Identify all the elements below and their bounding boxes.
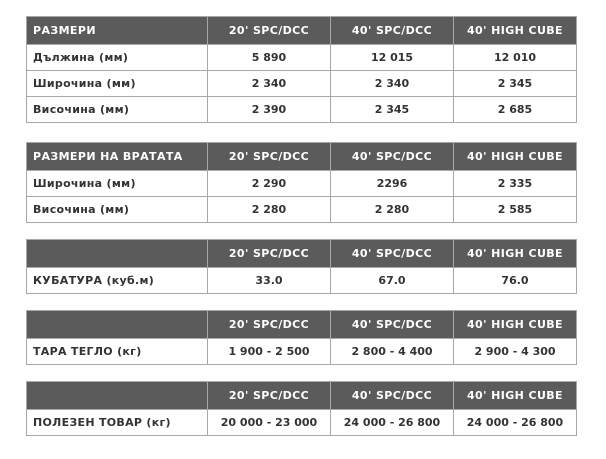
header-cell: 40' SPC/DCC <box>331 143 454 171</box>
cell-value: 1 900 - 2 500 <box>208 339 331 365</box>
table-row <box>27 410 577 436</box>
header-cell: 20' SPC/DCC <box>208 240 331 268</box>
header-cell: 20' SPC/DCC <box>208 311 331 339</box>
header-cell: РАЗМЕРИ <box>27 17 208 45</box>
cell-value: 20 000 - 23 000 <box>208 410 331 436</box>
table-row <box>27 197 577 223</box>
cell-value: 2 280 <box>208 197 331 223</box>
table-row <box>27 45 577 71</box>
dimensions-table <box>26 16 577 123</box>
cell-value: 2 340 <box>331 71 454 97</box>
cell-value: 2 800 - 4 400 <box>331 339 454 365</box>
row-label: Широчина (мм) <box>27 171 208 197</box>
header-cell: 40' SPC/DCC <box>331 17 454 45</box>
table-header-row <box>27 382 577 410</box>
table-header-row <box>27 143 577 171</box>
header-cell: 20' SPC/DCC <box>208 17 331 45</box>
table-header-row <box>27 240 577 268</box>
header-cell: 40' SPC/DCC <box>331 382 454 410</box>
cell-value: 2 345 <box>331 97 454 123</box>
cell-value: 12 015 <box>331 45 454 71</box>
cell-value: 24 000 - 26 800 <box>454 410 577 436</box>
cell-value: 2 390 <box>208 97 331 123</box>
row-label: ПОЛЕЗЕН ТОВАР (кг) <box>27 410 208 436</box>
table-row <box>27 268 577 294</box>
header-cell: 40' HIGH CUBE <box>454 382 577 410</box>
header-cell <box>27 240 208 268</box>
table-header-row <box>27 311 577 339</box>
header-cell: 40' HIGH CUBE <box>454 240 577 268</box>
cell-value: 12 010 <box>454 45 577 71</box>
header-cell: 40' HIGH CUBE <box>454 143 577 171</box>
cell-value: 2 280 <box>331 197 454 223</box>
cell-value: 2 345 <box>454 71 577 97</box>
table-row <box>27 339 577 365</box>
header-cell: 40' HIGH CUBE <box>454 311 577 339</box>
volume-table <box>26 239 577 294</box>
header-cell: РАЗМЕРИ НА ВРАТАТА <box>27 143 208 171</box>
door-dimensions-table <box>26 142 577 223</box>
table-row <box>27 97 577 123</box>
cell-value: 33.0 <box>208 268 331 294</box>
header-cell: 40' SPC/DCC <box>331 311 454 339</box>
payload-table <box>26 381 577 436</box>
header-cell: 20' SPC/DCC <box>208 382 331 410</box>
row-label: Височина (мм) <box>27 97 208 123</box>
cell-value: 24 000 - 26 800 <box>331 410 454 436</box>
header-cell <box>27 382 208 410</box>
header-cell: 20' SPC/DCC <box>208 143 331 171</box>
header-cell: 40' HIGH CUBE <box>454 17 577 45</box>
cell-value: 2296 <box>331 171 454 197</box>
row-label: ТАРА ТЕГЛО (кг) <box>27 339 208 365</box>
cell-value: 2 900 - 4 300 <box>454 339 577 365</box>
cell-value: 2 335 <box>454 171 577 197</box>
row-label: КУБАТУРА (куб.м) <box>27 268 208 294</box>
tare-weight-table <box>26 310 577 365</box>
cell-value: 2 290 <box>208 171 331 197</box>
cell-value: 2 585 <box>454 197 577 223</box>
header-cell: 40' SPC/DCC <box>331 240 454 268</box>
table-row <box>27 171 577 197</box>
table-row <box>27 71 577 97</box>
cell-value: 76.0 <box>454 268 577 294</box>
cell-value: 5 890 <box>208 45 331 71</box>
cell-value: 2 685 <box>454 97 577 123</box>
row-label: Широчина (мм) <box>27 71 208 97</box>
cell-value: 2 340 <box>208 71 331 97</box>
row-label: Дължина (мм) <box>27 45 208 71</box>
table-header-row <box>27 17 577 45</box>
header-cell <box>27 311 208 339</box>
cell-value: 67.0 <box>331 268 454 294</box>
row-label: Височина (мм) <box>27 197 208 223</box>
